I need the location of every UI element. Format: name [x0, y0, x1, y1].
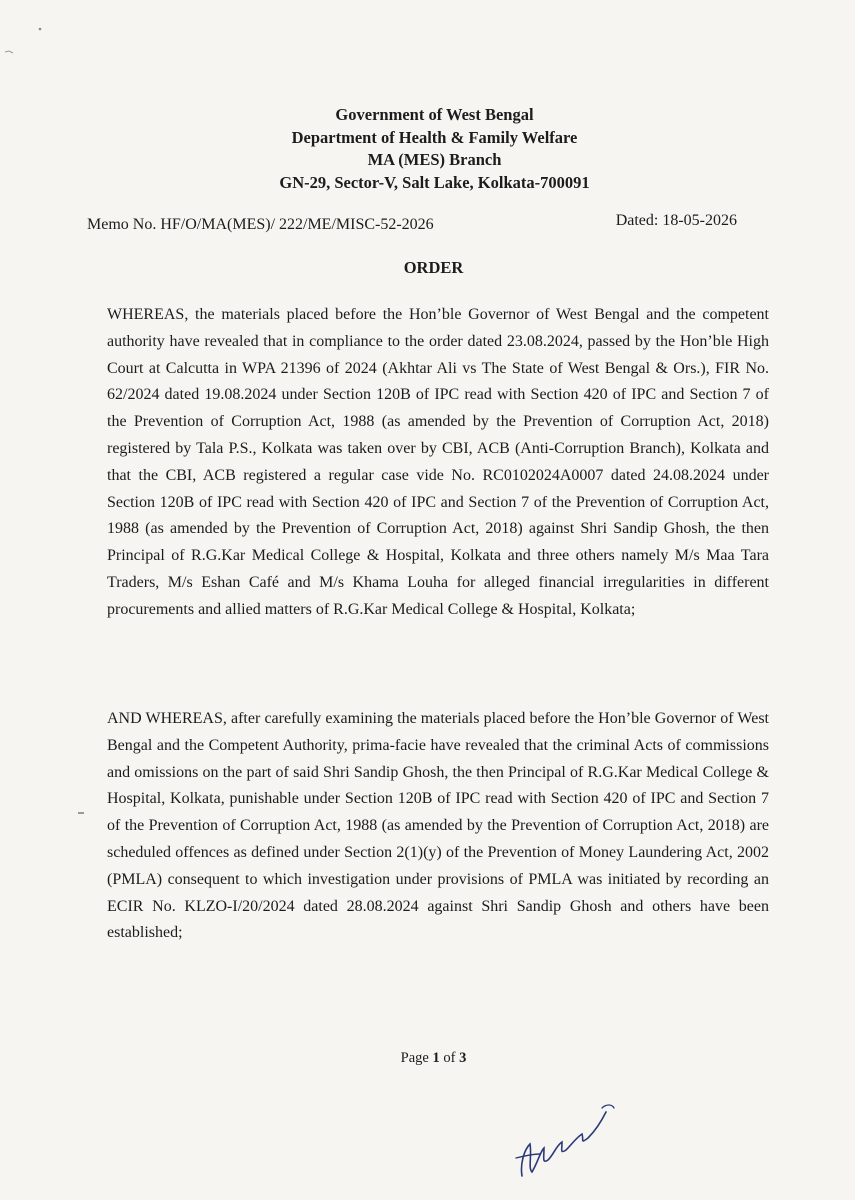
total-pages: 3 [459, 1050, 467, 1066]
memo-number: Memo No. HF/O/MA(MES)/ 222/ME/MISC-52-2026 [87, 216, 434, 233]
paragraph-whereas: WHEREAS, the materials placed before the Hon’ble Governor of West Bengal and the competent authority have revealed that in compliance to the order dated 23.08.2024, passed by the Hon’ble High Court at Calcutta in WPA 21396 of 2024 (Akhtar Ali vs The State of West Bengal & Ors.), FIR No. 62/2024 dated 19.08.2024 under Section 120B of IPC read with Section 420 of IPC and Section 7 of the Prevention of Corruption Act, 1988 (as amended by the Prevention of Corruption Act, 2018) registered by Tala P.S., Kolkata was taken over by CBI, ACB (Anti-Corruption Branch), Kolkata and that the CBI, ACB registered a regular case vide No. RC0102024A0007 dated 24.08.2024 under Section 120B of IPC read with Section 420 of IPC and Section 7 of the Prevention of Corruption Act, 1988 (as amended by the Prevention of Corruption Act, 2018) against Shri Sandip Ghosh, the then Principal of R.G.Kar Medical College & Hospital, Kolkata and three others namely M/s Maa Tara Traders, M/s Eshan Café and M/s Khama Louha for alleged financial irregularities in different procurements and allied matters of R.G.Kar Medical College & Hospital, Kolkata; [107, 306, 769, 618]
handwritten-signature [510, 1098, 620, 1188]
page-number: Page 1 of 3 [400, 1050, 467, 1066]
scan-speck [36, 20, 44, 28]
memo-line [87, 212, 737, 234]
paragraph-and-whereas: AND WHEREAS, after carefully examining the materials placed before the Hon’ble Governor of West Bengal and the Competent Authority, prima-facie have revealed that the criminal Acts of commissions and omissions on the part of said Shri Sandip Ghosh, the then Principal of R.G.Kar Medical College & Hospital, Kolkata, punishable under Section 120B of IPC read with Section 420 of IPC and Section 7 of the Prevention of Corruption Act, 1988 (as amended by the Prevention of Corruption Act, 2018) are scheduled offences as defined under Section 2(1)(y) of the Prevention of Money Laundering Act, 2002 (PMLA) consequent to which investigation under provisions of PMLA was initiated by recording an ECIR No. KLZO-I/20/2024 dated 28.08.2024 against Shri Sandip Ghosh and others have been established; [107, 710, 769, 942]
scan-speck [4, 42, 14, 48]
letterhead-department: Department of Health & Family Welfare [291, 127, 578, 147]
letterhead-address: GN-29, Sector-V, Salt Lake, Kolkata-700091 [279, 172, 590, 192]
memo-date: Dated: 18-05-2026 [615, 212, 737, 229]
letterhead-government: Government of West Bengal [335, 105, 534, 124]
margin-mark [78, 812, 84, 814]
letterhead [0, 104, 855, 194]
letterhead-branch: MA (MES) Branch [367, 150, 502, 169]
current-page: 1 [432, 1050, 440, 1066]
document-title: ORDER [403, 258, 464, 277]
